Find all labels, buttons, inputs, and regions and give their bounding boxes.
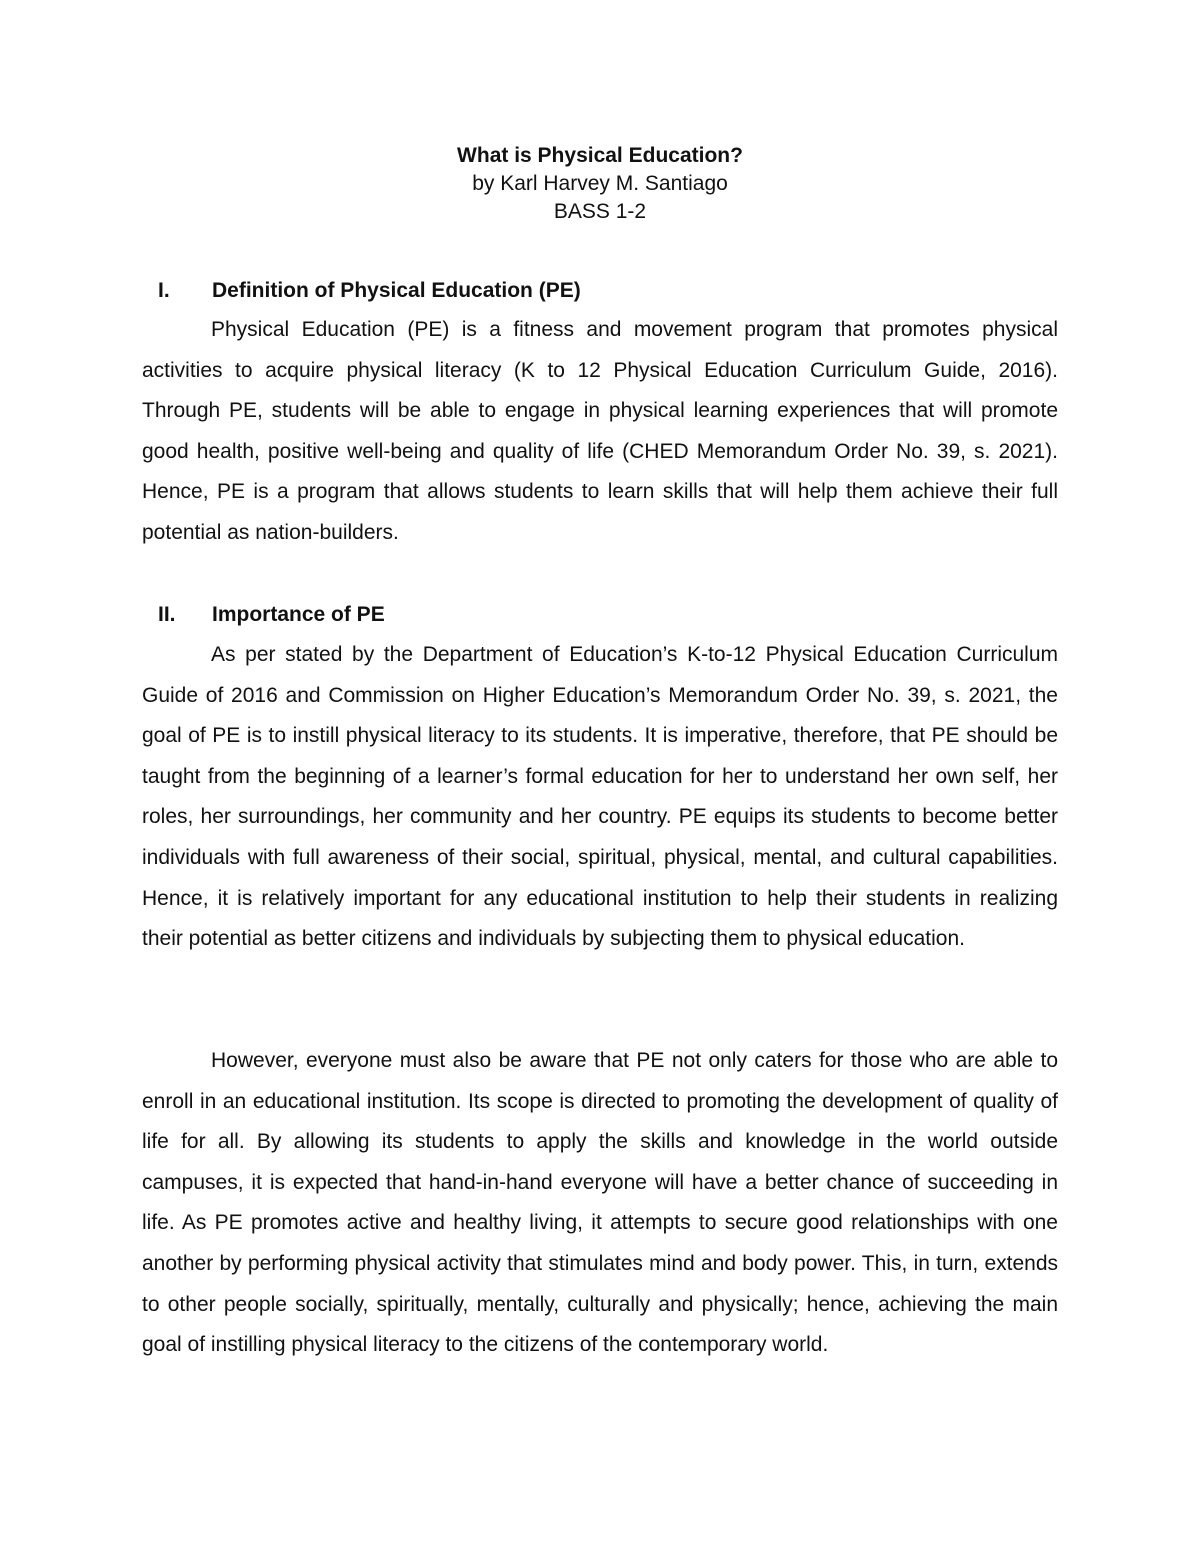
section-heading-definition bbox=[158, 277, 581, 305]
document-title: What is Physical Education? bbox=[457, 144, 743, 167]
section-number: I. bbox=[158, 279, 170, 302]
section-number: II. bbox=[158, 603, 176, 626]
document-course: BASS 1-2 bbox=[553, 200, 647, 223]
section-title: Importance of PE bbox=[212, 603, 385, 626]
paragraph-definition: Physical Education (PE) is a fitness and movement program that promotes physical activities to acquire physical literacy (K to 12 Physical Education Curriculum Guide, 2016). Through PE, students will be able to engage in physical learning experiences that will promote good health, positive well-being and quality of life (CHED Memorandum Order No. 39, s. 2021). Hence, PE is a program that allows students to learn skills that will help them achieve their full potential as nation-builders. bbox=[142, 318, 1058, 544]
section-heading-importance bbox=[158, 601, 385, 629]
paragraph-importance-2: However, everyone must also be aware that PE not only caters for those who are able to enroll in an educational institution. Its scope is directed to promoting the development of quality of life for all. By allowing its students to apply the skills and knowledge in the world outside campuses, it is expected that hand-in-hand everyone will have a better chance of succeeding in life. As PE promotes active and healthy living, it attempts to secure good relationships with one another by performing physical activity that stimulates mind and body power. This, in turn, extends to other people socially, spiritually, mentally, culturally and physically; hence, achieving the main goal of instilling physical literacy to the citizens of the contemporary world. bbox=[142, 1049, 1058, 1357]
section-title: Definition of Physical Education (PE) bbox=[212, 279, 581, 302]
paragraph-importance-1: As per stated by the Department of Education’s K-to-12 Physical Education Curriculum Guide of 2016 and Commission on Higher Education’s Memorandum Order No. 39, s. 2021, the goal of PE is to instill physical literacy to its students. It is imperative, therefore, that PE should be taught from the beginning of a learner’s formal education for her to understand her own self, her roles, her surroundings, her community and her country. PE equips its students to become better individuals with full awareness of their social, spiritual, physical, mental, and cultural capabilities. Hence, it is relatively important for any educational institution to help their students in realizing their potential as better citizens and individuals by subjecting them to physical education. bbox=[142, 643, 1058, 951]
document-author: by Karl Harvey M. Santiago bbox=[472, 172, 728, 195]
title-block bbox=[0, 142, 1200, 226]
